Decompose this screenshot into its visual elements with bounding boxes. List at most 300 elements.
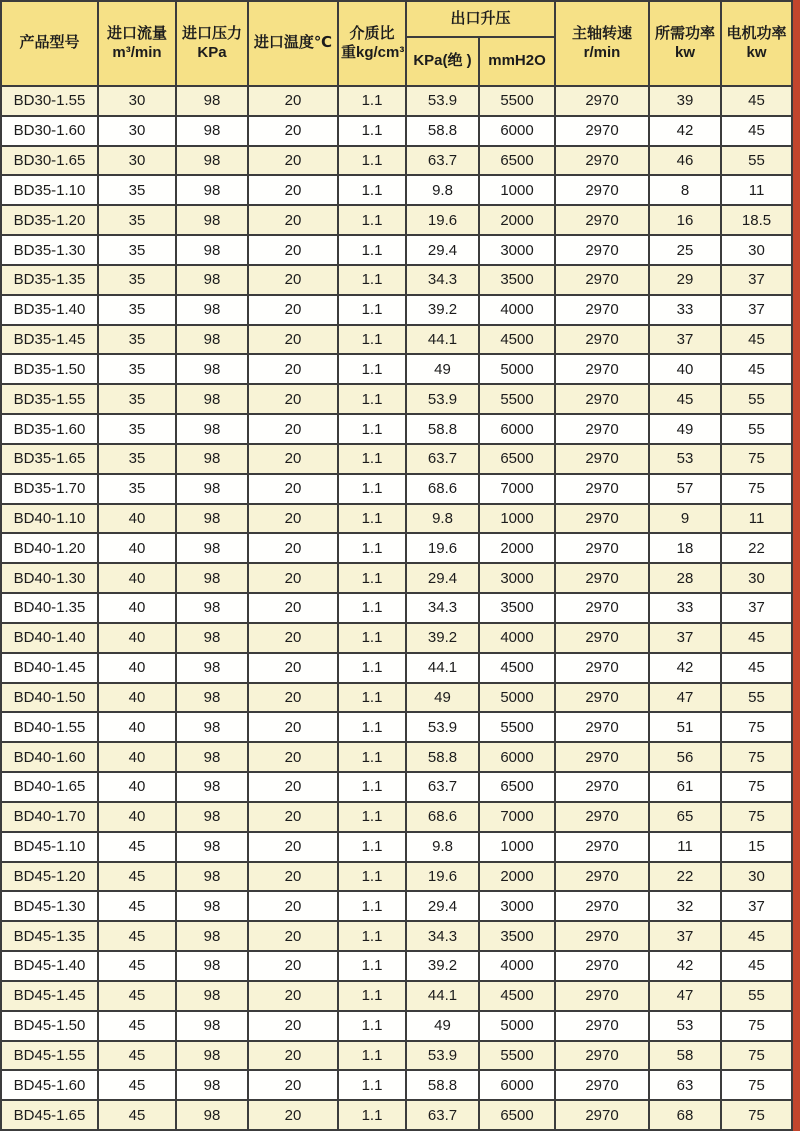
table-header [1, 1, 792, 86]
col-header-outlet-kpa-abs [406, 37, 479, 86]
model-cell: BD35-1.50 [1, 354, 98, 384]
value-cell: 1.1 [338, 891, 406, 921]
value-cell: 58.8 [406, 742, 479, 772]
value-cell: 1.1 [338, 1100, 406, 1130]
value-cell: 45 [98, 1100, 176, 1130]
value-cell: 63.7 [406, 146, 479, 176]
table-row [1, 832, 792, 862]
value-cell: 45 [721, 325, 792, 355]
model-cell: BD40-1.10 [1, 504, 98, 534]
value-cell: 58 [649, 1041, 721, 1071]
value-cell: 75 [721, 444, 792, 474]
value-cell: 30 [98, 146, 176, 176]
value-cell: 1.1 [338, 533, 406, 563]
table-row [1, 951, 792, 981]
model-cell: BD30-1.60 [1, 116, 98, 146]
header-unit: kw [746, 43, 767, 61]
table-row [1, 563, 792, 593]
value-cell: 4000 [479, 623, 555, 653]
value-cell: 7000 [479, 802, 555, 832]
value-cell: 6000 [479, 414, 555, 444]
value-cell: 6000 [479, 742, 555, 772]
value-cell: 75 [721, 802, 792, 832]
value-cell: 2970 [555, 802, 649, 832]
model-cell: BD35-1.60 [1, 414, 98, 444]
value-cell: 6500 [479, 146, 555, 176]
table-row [1, 146, 792, 176]
col-header-outlet-mmh2o [479, 37, 555, 86]
value-cell: 2970 [555, 205, 649, 235]
value-cell: 55 [721, 683, 792, 713]
model-cell: BD40-1.30 [1, 563, 98, 593]
value-cell: 98 [176, 862, 248, 892]
value-cell: 45 [721, 951, 792, 981]
value-cell: 98 [176, 653, 248, 683]
header-label: 电机功率 [726, 24, 787, 42]
value-cell: 45 [98, 862, 176, 892]
value-cell: 1.1 [338, 563, 406, 593]
value-cell: 20 [248, 593, 338, 623]
value-cell: 20 [248, 414, 338, 444]
col-header-inlet-pressure [176, 1, 248, 86]
header-label: 出口升压 [450, 9, 511, 27]
value-cell: 2970 [555, 116, 649, 146]
value-cell: 28 [649, 563, 721, 593]
model-cell: BD35-1.40 [1, 295, 98, 325]
header-unit: m³/min [112, 43, 162, 61]
value-cell: 20 [248, 86, 338, 116]
value-cell: 2970 [555, 772, 649, 802]
model-cell: BD35-1.10 [1, 175, 98, 205]
value-cell: 30 [721, 862, 792, 892]
value-cell: 20 [248, 533, 338, 563]
value-cell: 40 [98, 712, 176, 742]
value-cell: 29.4 [406, 235, 479, 265]
value-cell: 18 [649, 533, 721, 563]
table-row [1, 921, 792, 951]
value-cell: 44.1 [406, 325, 479, 355]
value-cell: 35 [98, 325, 176, 355]
value-cell: 3000 [479, 235, 555, 265]
value-cell: 2970 [555, 146, 649, 176]
value-cell: 19.6 [406, 862, 479, 892]
header-label: 进口流量 [106, 24, 167, 42]
value-cell: 30 [721, 563, 792, 593]
value-cell: 37 [721, 265, 792, 295]
value-cell: 98 [176, 742, 248, 772]
value-cell: 98 [176, 921, 248, 951]
value-cell: 34.3 [406, 593, 479, 623]
value-cell: 40 [649, 354, 721, 384]
value-cell: 35 [98, 384, 176, 414]
table-row [1, 862, 792, 892]
value-cell: 45 [98, 1011, 176, 1041]
value-cell: 98 [176, 474, 248, 504]
value-cell: 55 [721, 146, 792, 176]
value-cell: 9 [649, 504, 721, 534]
value-cell: 20 [248, 116, 338, 146]
value-cell: 2970 [555, 623, 649, 653]
value-cell: 33 [649, 593, 721, 623]
col-header-shaft-speed [555, 1, 649, 86]
value-cell: 98 [176, 683, 248, 713]
value-cell: 2970 [555, 1100, 649, 1130]
table-row [1, 295, 792, 325]
value-cell: 55 [721, 981, 792, 1011]
table-row [1, 175, 792, 205]
header-label: 进口温度℃ [253, 34, 333, 52]
value-cell: 5000 [479, 1011, 555, 1041]
value-cell: 40 [98, 742, 176, 772]
value-cell: 40 [98, 504, 176, 534]
value-cell: 49 [406, 1011, 479, 1041]
value-cell: 20 [248, 951, 338, 981]
value-cell: 1.1 [338, 86, 406, 116]
value-cell: 2000 [479, 862, 555, 892]
value-cell: 40 [98, 683, 176, 713]
value-cell: 2970 [555, 504, 649, 534]
value-cell: 1.1 [338, 235, 406, 265]
value-cell: 2970 [555, 533, 649, 563]
value-cell: 2970 [555, 921, 649, 951]
table-row [1, 772, 792, 802]
value-cell: 18.5 [721, 205, 792, 235]
value-cell: 40 [98, 653, 176, 683]
value-cell: 98 [176, 1011, 248, 1041]
value-cell: 3500 [479, 593, 555, 623]
value-cell: 98 [176, 593, 248, 623]
value-cell: 45 [721, 623, 792, 653]
value-cell: 2970 [555, 1041, 649, 1071]
value-cell: 9.8 [406, 175, 479, 205]
value-cell: 2970 [555, 593, 649, 623]
value-cell: 2970 [555, 862, 649, 892]
value-cell: 40 [98, 623, 176, 653]
value-cell: 29.4 [406, 891, 479, 921]
value-cell: 1.1 [338, 832, 406, 862]
value-cell: 98 [176, 504, 248, 534]
value-cell: 1.1 [338, 116, 406, 146]
table-row [1, 325, 792, 355]
value-cell: 98 [176, 444, 248, 474]
table-row [1, 384, 792, 414]
table-row [1, 116, 792, 146]
value-cell: 98 [176, 235, 248, 265]
value-cell: 1.1 [338, 265, 406, 295]
table-row [1, 712, 792, 742]
value-cell: 20 [248, 175, 338, 205]
value-cell: 1.1 [338, 1070, 406, 1100]
header-label: 产品型号 [19, 34, 80, 52]
model-cell: BD35-1.55 [1, 384, 98, 414]
value-cell: 2970 [555, 712, 649, 742]
value-cell: 45 [98, 951, 176, 981]
value-cell: 2000 [479, 205, 555, 235]
table-row [1, 802, 792, 832]
value-cell: 53.9 [406, 1041, 479, 1071]
table-row [1, 1041, 792, 1071]
value-cell: 25 [649, 235, 721, 265]
value-cell: 30 [98, 86, 176, 116]
table-row [1, 1011, 792, 1041]
value-cell: 1.1 [338, 772, 406, 802]
value-cell: 1.1 [338, 802, 406, 832]
value-cell: 2970 [555, 653, 649, 683]
value-cell: 2970 [555, 832, 649, 862]
header-unit: KPa [197, 43, 227, 61]
value-cell: 1.1 [338, 981, 406, 1011]
value-cell: 63.7 [406, 444, 479, 474]
value-cell: 20 [248, 832, 338, 862]
value-cell: 30 [98, 116, 176, 146]
value-cell: 34.3 [406, 921, 479, 951]
model-cell: BD40-1.20 [1, 533, 98, 563]
header-label: 所需功率 [655, 24, 716, 42]
value-cell: 40 [98, 533, 176, 563]
value-cell: 45 [721, 86, 792, 116]
value-cell: 68.6 [406, 802, 479, 832]
value-cell: 20 [248, 742, 338, 772]
value-cell: 68.6 [406, 474, 479, 504]
value-cell: 40 [98, 563, 176, 593]
value-cell: 1.1 [338, 593, 406, 623]
value-cell: 20 [248, 444, 338, 474]
table-row [1, 414, 792, 444]
value-cell: 98 [176, 891, 248, 921]
value-cell: 98 [176, 623, 248, 653]
value-cell: 1.1 [338, 683, 406, 713]
value-cell: 98 [176, 86, 248, 116]
value-cell: 55 [721, 414, 792, 444]
table-row [1, 265, 792, 295]
value-cell: 75 [721, 1070, 792, 1100]
model-cell: BD35-1.45 [1, 325, 98, 355]
value-cell: 57 [649, 474, 721, 504]
value-cell: 35 [98, 414, 176, 444]
value-cell: 5500 [479, 86, 555, 116]
model-cell: BD35-1.35 [1, 265, 98, 295]
value-cell: 61 [649, 772, 721, 802]
value-cell: 56 [649, 742, 721, 772]
value-cell: 2970 [555, 354, 649, 384]
table-row [1, 653, 792, 683]
value-cell: 2970 [555, 951, 649, 981]
model-cell: BD40-1.70 [1, 802, 98, 832]
table-row [1, 205, 792, 235]
value-cell: 2970 [555, 981, 649, 1011]
value-cell: 98 [176, 712, 248, 742]
model-cell: BD30-1.65 [1, 146, 98, 176]
value-cell: 2970 [555, 295, 649, 325]
value-cell: 20 [248, 504, 338, 534]
value-cell: 35 [98, 175, 176, 205]
value-cell: 47 [649, 683, 721, 713]
table-row [1, 1100, 792, 1130]
model-cell: BD45-1.30 [1, 891, 98, 921]
model-cell: BD40-1.50 [1, 683, 98, 713]
value-cell: 98 [176, 384, 248, 414]
model-cell: BD45-1.65 [1, 1100, 98, 1130]
value-cell: 9.8 [406, 504, 479, 534]
value-cell: 2970 [555, 175, 649, 205]
value-cell: 44.1 [406, 653, 479, 683]
value-cell: 22 [649, 862, 721, 892]
value-cell: 49 [406, 683, 479, 713]
value-cell: 40 [98, 772, 176, 802]
value-cell: 2970 [555, 384, 649, 414]
value-cell: 1.1 [338, 623, 406, 653]
value-cell: 20 [248, 1041, 338, 1071]
value-cell: 1.1 [338, 921, 406, 951]
value-cell: 20 [248, 802, 338, 832]
value-cell: 44.1 [406, 981, 479, 1011]
value-cell: 19.6 [406, 205, 479, 235]
model-cell: BD40-1.45 [1, 653, 98, 683]
value-cell: 35 [98, 235, 176, 265]
value-cell: 2970 [555, 891, 649, 921]
value-cell: 45 [98, 921, 176, 951]
value-cell: 98 [176, 772, 248, 802]
header-unit: mmH2O [488, 52, 546, 70]
value-cell: 2970 [555, 563, 649, 593]
value-cell: 1.1 [338, 295, 406, 325]
value-cell: 45 [721, 921, 792, 951]
value-cell: 75 [721, 712, 792, 742]
value-cell: 20 [248, 384, 338, 414]
value-cell: 20 [248, 772, 338, 802]
table-row [1, 444, 792, 474]
value-cell: 29.4 [406, 563, 479, 593]
value-cell: 68 [649, 1100, 721, 1130]
value-cell: 7000 [479, 474, 555, 504]
value-cell: 1000 [479, 832, 555, 862]
table-row [1, 981, 792, 1011]
col-header-required-power [649, 1, 721, 86]
value-cell: 45 [98, 1041, 176, 1071]
col-header-motor-power [721, 1, 792, 86]
value-cell: 98 [176, 1100, 248, 1130]
table-row [1, 593, 792, 623]
value-cell: 9.8 [406, 832, 479, 862]
value-cell: 20 [248, 295, 338, 325]
value-cell: 75 [721, 1011, 792, 1041]
value-cell: 39.2 [406, 951, 479, 981]
value-cell: 63 [649, 1070, 721, 1100]
value-cell: 4500 [479, 325, 555, 355]
header-unit: KPa(绝 ) [413, 52, 472, 70]
model-cell: BD40-1.35 [1, 593, 98, 623]
value-cell: 98 [176, 981, 248, 1011]
value-cell: 1.1 [338, 384, 406, 414]
model-cell: BD35-1.70 [1, 474, 98, 504]
value-cell: 53 [649, 1011, 721, 1041]
value-cell: 98 [176, 205, 248, 235]
value-cell: 65 [649, 802, 721, 832]
value-cell: 98 [176, 116, 248, 146]
value-cell: 98 [176, 832, 248, 862]
table-row [1, 86, 792, 116]
model-cell: BD40-1.65 [1, 772, 98, 802]
value-cell: 58.8 [406, 1070, 479, 1100]
value-cell: 19.6 [406, 533, 479, 563]
value-cell: 29 [649, 265, 721, 295]
value-cell: 20 [248, 921, 338, 951]
value-cell: 32 [649, 891, 721, 921]
value-cell: 45 [98, 891, 176, 921]
value-cell: 58.8 [406, 116, 479, 146]
value-cell: 39.2 [406, 623, 479, 653]
table-row [1, 1070, 792, 1100]
value-cell: 63.7 [406, 772, 479, 802]
value-cell: 1.1 [338, 951, 406, 981]
value-cell: 45 [721, 116, 792, 146]
value-cell: 5000 [479, 354, 555, 384]
right-edge-red-strip [793, 0, 800, 1131]
value-cell: 1.1 [338, 1041, 406, 1071]
value-cell: 1.1 [338, 354, 406, 384]
value-cell: 35 [98, 205, 176, 235]
value-cell: 20 [248, 683, 338, 713]
value-cell: 1.1 [338, 175, 406, 205]
value-cell: 1.1 [338, 205, 406, 235]
value-cell: 2970 [555, 86, 649, 116]
value-cell: 45 [98, 832, 176, 862]
value-cell: 39 [649, 86, 721, 116]
value-cell: 20 [248, 325, 338, 355]
header-unit: r/min [583, 43, 621, 61]
value-cell: 5500 [479, 1041, 555, 1071]
header-label: 介质比 [349, 24, 395, 42]
value-cell: 20 [248, 474, 338, 504]
value-cell: 11 [721, 504, 792, 534]
value-cell: 45 [721, 354, 792, 384]
value-cell: 2970 [555, 683, 649, 713]
model-cell: BD35-1.65 [1, 444, 98, 474]
value-cell: 37 [721, 295, 792, 325]
value-cell: 1.1 [338, 504, 406, 534]
value-cell: 2970 [555, 742, 649, 772]
value-cell: 98 [176, 295, 248, 325]
value-cell: 6500 [479, 444, 555, 474]
value-cell: 2970 [555, 474, 649, 504]
value-cell: 47 [649, 981, 721, 1011]
value-cell: 2970 [555, 235, 649, 265]
value-cell: 98 [176, 563, 248, 593]
value-cell: 1.1 [338, 444, 406, 474]
value-cell: 4000 [479, 951, 555, 981]
header-label: 进口压力 [181, 24, 242, 42]
value-cell: 75 [721, 1100, 792, 1130]
value-cell: 20 [248, 891, 338, 921]
value-cell: 75 [721, 772, 792, 802]
model-cell: BD45-1.50 [1, 1011, 98, 1041]
model-cell: BD45-1.60 [1, 1070, 98, 1100]
value-cell: 40 [98, 802, 176, 832]
value-cell: 20 [248, 1011, 338, 1041]
table-row [1, 891, 792, 921]
value-cell: 20 [248, 1070, 338, 1100]
value-cell: 1.1 [338, 712, 406, 742]
value-cell: 39.2 [406, 295, 479, 325]
value-cell: 20 [248, 981, 338, 1011]
value-cell: 20 [248, 862, 338, 892]
value-cell: 40 [98, 593, 176, 623]
table-row [1, 742, 792, 772]
value-cell: 4500 [479, 653, 555, 683]
model-cell: BD40-1.60 [1, 742, 98, 772]
value-cell: 98 [176, 802, 248, 832]
value-cell: 6500 [479, 772, 555, 802]
